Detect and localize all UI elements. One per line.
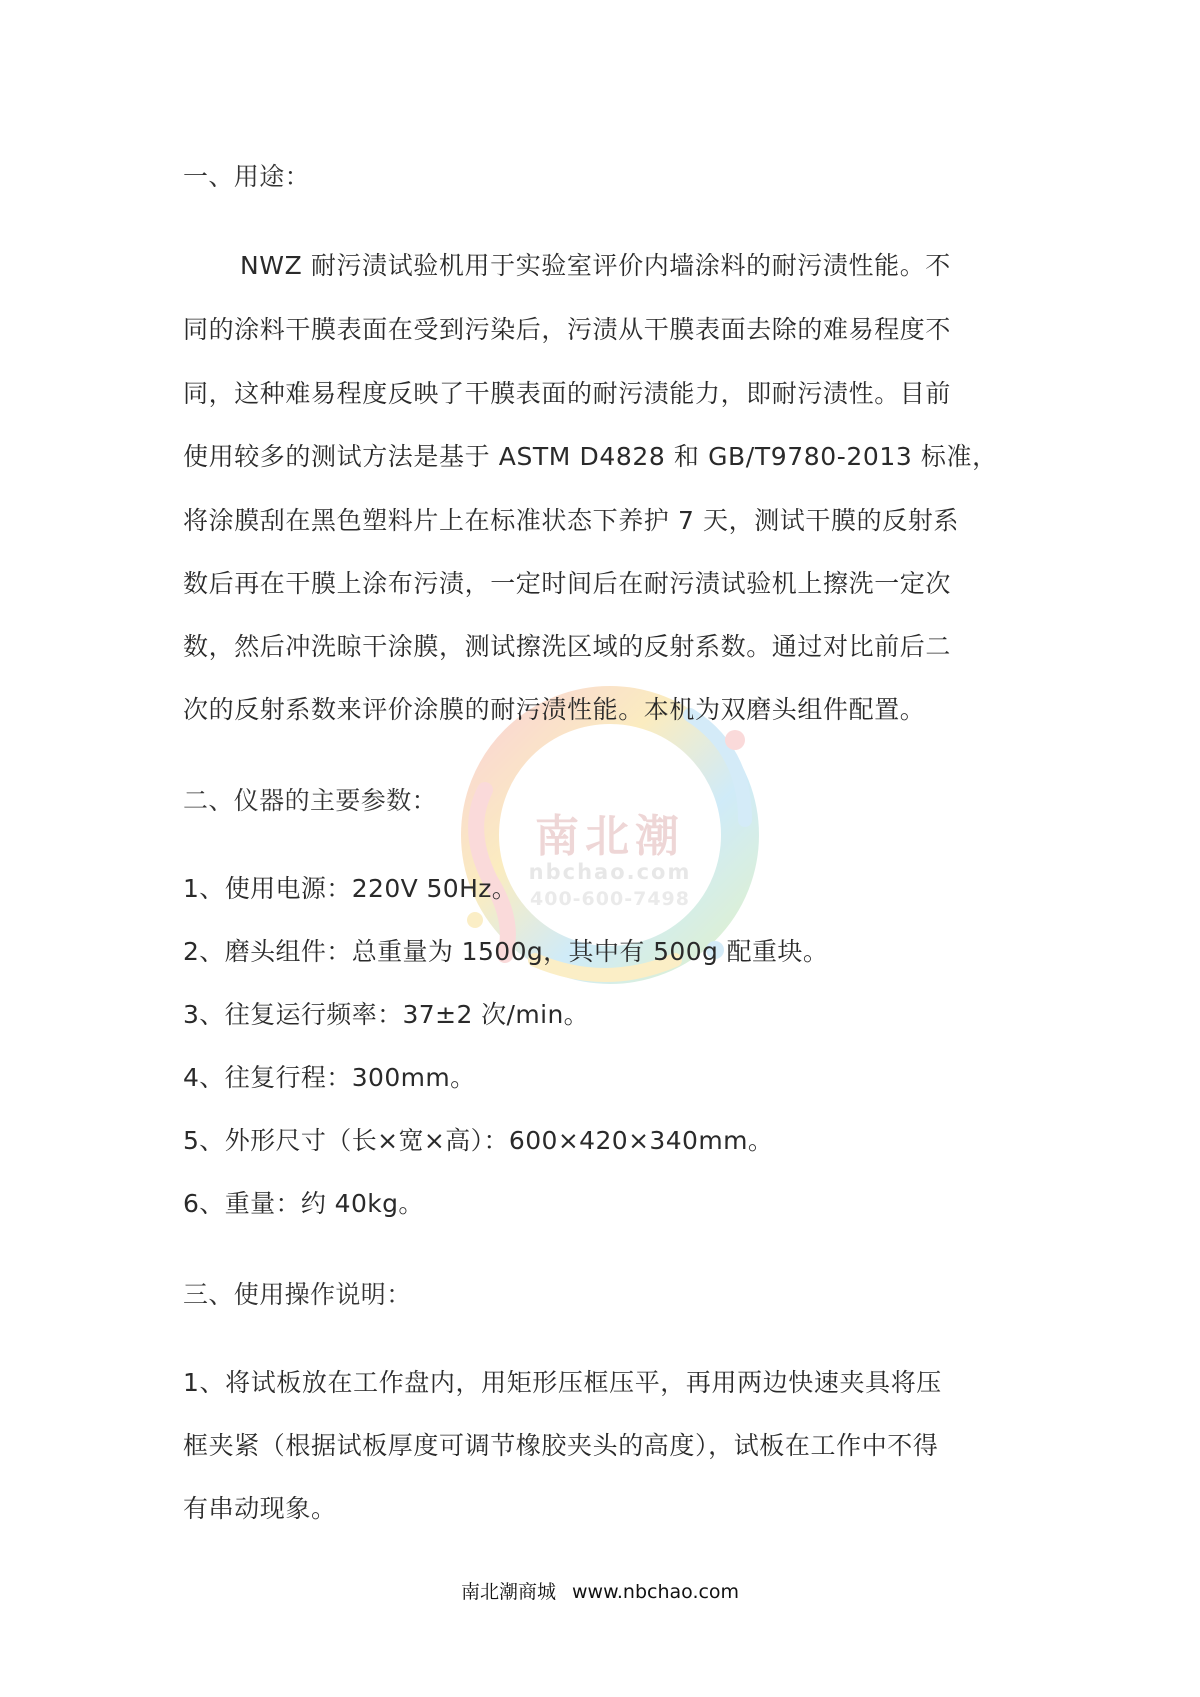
section-heading-params: 二、仪器的主要参数：	[183, 786, 438, 815]
usage-paragraph-line: 数，然后冲洗晾干涂膜，测试擦洗区域的反射系数。通过对比前后二	[183, 632, 952, 661]
operation-paragraph-line: 框夹紧（根据试板厚度可调节橡胶夹头的高度），试板在工作中不得	[183, 1431, 939, 1460]
usage-paragraph-line: NWZ 耐污渍试验机用于实验室评价内墙涂料的耐污渍性能。不	[240, 251, 951, 280]
watermark-phone: 400-600-7498	[530, 888, 690, 910]
usage-paragraph-line: 数后再在干膜上涂布污渍，一定时间后在耐污渍试验机上擦洗一定次	[183, 569, 952, 598]
usage-paragraph-line: 同的涂料干膜表面在受到污染后，污渍从干膜表面去除的难易程度不	[183, 315, 952, 344]
usage-paragraph-line: 使用较多的测试方法是基于 ASTM D4828 和 GB/T9780-2013 标准，	[183, 442, 998, 471]
param-item: 4、往复行程：300mm。	[183, 1063, 476, 1092]
operation-paragraph-line: 有串动现象。	[183, 1494, 337, 1523]
param-item: 5、外形尺寸（长×宽×高）：600×420×340mm。	[183, 1126, 774, 1155]
section-heading-usage: 一、用途：	[183, 162, 311, 191]
usage-paragraph-line: 同，这种难易程度反映了干膜表面的耐污渍能力，即耐污渍性。目前	[183, 379, 952, 408]
watermark-brand: 南北潮	[535, 811, 685, 862]
section-heading-operation: 三、使用操作说明：	[183, 1280, 412, 1309]
param-item: 1、使用电源：220V 50Hz。	[183, 874, 518, 903]
footer-url-link[interactable]: www.nbchao.com	[572, 1581, 740, 1603]
usage-paragraph-line: 次的反射系数来评价涂膜的耐污渍性能。本机为双磨头组件配置。	[183, 695, 926, 724]
footer-shop-name: 南北潮商城	[460, 1581, 556, 1603]
param-item: 6、重量：约 40kg。	[183, 1189, 424, 1218]
page-footer	[0, 1577, 1200, 1604]
watermark-url: nbchao.com	[528, 860, 692, 884]
operation-paragraph-line: 1、将试板放在工作盘内，用矩形压框压平，再用两边快速夹具将压	[183, 1368, 942, 1397]
usage-paragraph-line: 将涂膜刮在黑色塑料片上在标准状态下养护 7 天，测试干膜的反射系	[183, 506, 960, 535]
param-item: 2、磨头组件：总重量为 1500g，其中有 500g 配重块。	[183, 937, 829, 966]
param-item: 3、往复运行频率：37±2 次/min。	[183, 1000, 590, 1029]
